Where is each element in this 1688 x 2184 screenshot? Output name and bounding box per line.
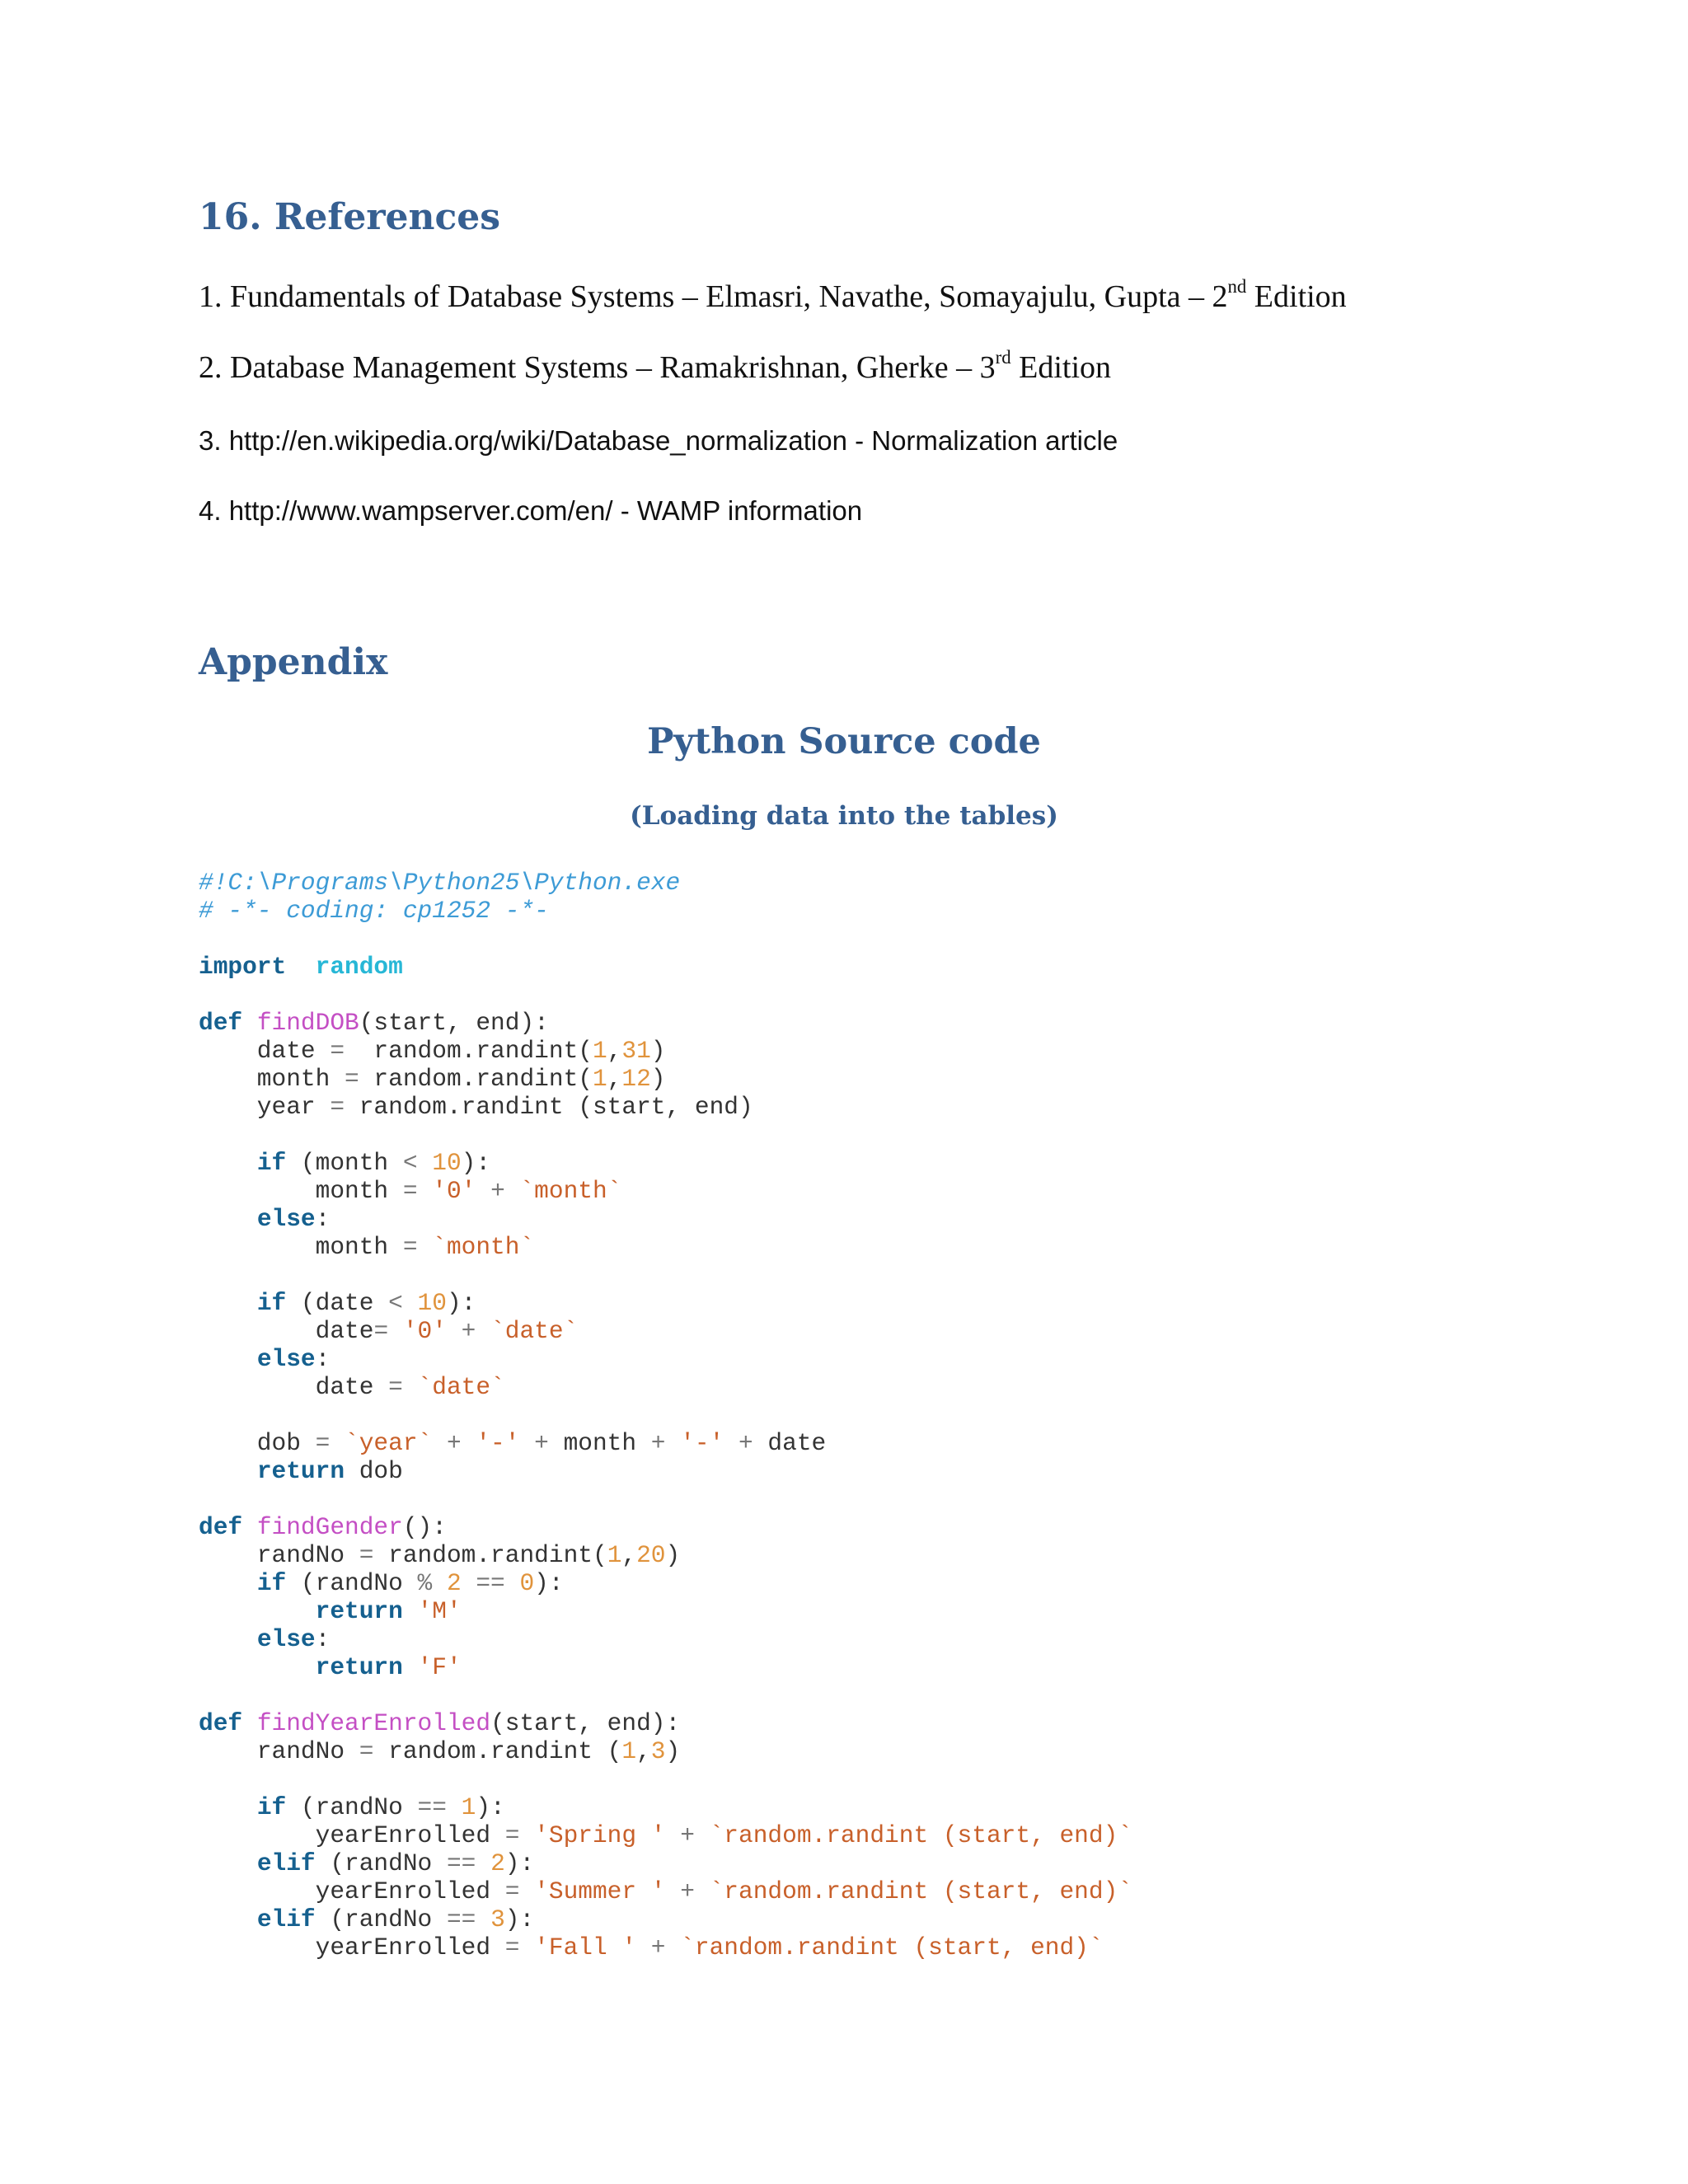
code-token-operator: < bbox=[388, 1289, 403, 1317]
code-token-operator: = bbox=[402, 1177, 418, 1205]
reference-1-suffix: Edition bbox=[1246, 279, 1347, 314]
code-line bbox=[199, 1401, 1132, 1429]
code-token-code-text bbox=[199, 1849, 257, 1877]
code-token-code-text: (randNo bbox=[315, 1849, 447, 1877]
code-token-code-text: , bbox=[607, 1065, 622, 1093]
code-token-keyword: else bbox=[256, 1205, 316, 1233]
code-token-operator: = bbox=[402, 1233, 418, 1261]
code-line bbox=[199, 1149, 1132, 1177]
code-token-string: `year` bbox=[345, 1429, 433, 1457]
code-token-code-text bbox=[666, 1933, 681, 1961]
code-token-code-text: ): bbox=[504, 1905, 535, 1933]
reference-item-2 bbox=[199, 346, 1112, 386]
code-token-code-text bbox=[476, 1317, 490, 1345]
code-token-code-text: , bbox=[621, 1541, 637, 1569]
code-token-keyword: else bbox=[256, 1345, 316, 1373]
code-token-number: 1 bbox=[607, 1541, 622, 1569]
code-line bbox=[199, 1905, 1132, 1933]
code-line bbox=[199, 1233, 1132, 1261]
code-token-number: 3 bbox=[650, 1737, 666, 1765]
code-line bbox=[199, 1205, 1132, 1233]
code-token-string: 'Spring ' bbox=[534, 1821, 666, 1849]
code-token-number: 1 bbox=[461, 1793, 476, 1821]
code-token-operator: = bbox=[504, 1933, 520, 1961]
code-token-code-text bbox=[695, 1821, 710, 1849]
code-line bbox=[199, 1317, 1132, 1345]
code-line bbox=[199, 1009, 1132, 1037]
code-token-code-text bbox=[199, 1289, 257, 1317]
code-token-comment: # -*- coding: cp1252 -*- bbox=[199, 897, 549, 925]
code-token-code-text bbox=[330, 1429, 345, 1457]
code-token-keyword: return bbox=[315, 1597, 403, 1625]
code-token-string: `date` bbox=[490, 1317, 579, 1345]
code-token-code-text: randNo bbox=[199, 1737, 359, 1765]
code-token-code-text: date bbox=[199, 1037, 331, 1065]
code-token-operator: = bbox=[504, 1821, 520, 1849]
code-line bbox=[199, 1709, 1132, 1737]
code-line bbox=[199, 1261, 1132, 1289]
reference-2-suffix: Edition bbox=[1010, 350, 1112, 385]
code-token-number: 31 bbox=[621, 1037, 651, 1065]
code-line bbox=[199, 981, 1132, 1009]
code-line bbox=[199, 925, 1132, 953]
code-line bbox=[199, 1681, 1132, 1709]
code-line bbox=[199, 1345, 1132, 1373]
code-token-code-text: : bbox=[315, 1205, 331, 1233]
code-token-string: `date` bbox=[417, 1373, 505, 1401]
code-token-operator: == bbox=[476, 1569, 505, 1597]
code-token-operator: + bbox=[738, 1429, 753, 1457]
code-line bbox=[199, 1037, 1132, 1065]
code-token-code-text: (date bbox=[286, 1289, 389, 1317]
code-token-code-text bbox=[199, 1793, 257, 1821]
code-line bbox=[199, 1065, 1132, 1093]
code-token-number: 1 bbox=[592, 1065, 607, 1093]
code-line bbox=[199, 1877, 1132, 1905]
code-token-code-text bbox=[403, 1653, 418, 1681]
code-token-operator: + bbox=[446, 1429, 462, 1457]
code-token-code-text: month bbox=[548, 1429, 651, 1457]
code-token-code-text bbox=[199, 1625, 257, 1653]
code-token-number: 2 bbox=[446, 1569, 462, 1597]
code-token-code-text bbox=[418, 1177, 433, 1205]
code-token-code-text bbox=[462, 1429, 476, 1457]
code-token-code-text: month bbox=[199, 1233, 403, 1261]
reference-item-3: 3. http://en.wikipedia.org/wiki/Database_normalization - Normalization article bbox=[199, 425, 1118, 456]
code-token-keyword: import bbox=[199, 953, 287, 981]
code-token-operator: = bbox=[345, 1065, 359, 1093]
reference-1-text: 1. Fundamentals of Database Systems – Elmasri, Navathe, Somayajulu, Gupta – 2 bbox=[199, 279, 1228, 314]
code-token-string: `month` bbox=[432, 1233, 535, 1261]
code-token-operator: + bbox=[650, 1429, 666, 1457]
code-token-string: 'M' bbox=[417, 1597, 462, 1625]
code-token-code-text: year bbox=[199, 1093, 331, 1121]
code-token-code-text bbox=[242, 1513, 257, 1541]
code-token-code-text bbox=[418, 1149, 433, 1177]
code-token-code-text bbox=[199, 1345, 257, 1373]
code-token-code-text: ) bbox=[665, 1737, 681, 1765]
code-token-code-text bbox=[199, 1149, 257, 1177]
appendix-title: Python Source code bbox=[647, 721, 1041, 762]
code-token-code-text: ) bbox=[650, 1037, 666, 1065]
code-line bbox=[199, 1093, 1132, 1121]
code-token-operator: + bbox=[461, 1317, 476, 1345]
code-line bbox=[199, 1569, 1132, 1597]
code-token-code-text bbox=[199, 1905, 257, 1933]
code-token-code-text: ) bbox=[665, 1541, 681, 1569]
code-token-code-text: (randNo bbox=[286, 1569, 418, 1597]
code-line bbox=[199, 869, 1132, 897]
code-line bbox=[199, 1793, 1132, 1821]
code-line bbox=[199, 1373, 1132, 1401]
code-token-operator: + bbox=[534, 1429, 549, 1457]
code-token-string: `month` bbox=[519, 1177, 622, 1205]
code-token-operator: + bbox=[680, 1821, 695, 1849]
code-token-number: 1 bbox=[621, 1737, 637, 1765]
code-token-operator: = bbox=[330, 1037, 345, 1065]
code-token-code-text: , bbox=[607, 1037, 622, 1065]
code-token-code-text: ): bbox=[461, 1149, 491, 1177]
code-line bbox=[199, 1289, 1132, 1317]
code-token-code-text bbox=[199, 1205, 257, 1233]
code-token-number: 1 bbox=[592, 1037, 607, 1065]
code-line bbox=[199, 1429, 1132, 1457]
code-token-code-text: random.randint( bbox=[359, 1065, 593, 1093]
code-token-string: `random.randint (start, end)` bbox=[709, 1821, 1132, 1849]
appendix-heading: Appendix bbox=[199, 641, 388, 683]
code-token-operator: = bbox=[315, 1429, 331, 1457]
code-token-operator: + bbox=[650, 1933, 666, 1961]
code-token-code-text bbox=[403, 1289, 418, 1317]
code-token-number: 3 bbox=[490, 1905, 505, 1933]
code-token-code-text bbox=[519, 1821, 534, 1849]
code-token-operator: = bbox=[504, 1877, 520, 1905]
code-token-code-text: : bbox=[315, 1345, 331, 1373]
code-token-code-text bbox=[505, 1177, 520, 1205]
code-token-string: '-' bbox=[680, 1429, 724, 1457]
code-token-keyword: elif bbox=[256, 1905, 316, 1933]
code-token-code-text: (start, end): bbox=[490, 1709, 681, 1737]
code-line bbox=[199, 1765, 1132, 1793]
code-token-string: 'Fall ' bbox=[534, 1933, 637, 1961]
code-token-code-text: (randNo bbox=[315, 1905, 447, 1933]
code-token-code-text bbox=[403, 1373, 418, 1401]
code-token-string: 'Summer ' bbox=[534, 1877, 666, 1905]
code-token-code-text: ): bbox=[476, 1793, 505, 1821]
code-token-code-text: dob bbox=[199, 1429, 316, 1457]
code-token-operator: == bbox=[446, 1905, 476, 1933]
code-token-keyword: if bbox=[256, 1793, 287, 1821]
code-token-operator: + bbox=[680, 1877, 695, 1905]
code-token-code-text: random.randint( bbox=[345, 1037, 593, 1065]
code-token-code-text bbox=[199, 1653, 316, 1681]
code-token-keyword: def bbox=[199, 1709, 243, 1737]
reference-item-4: 4. http://www.wampserver.com/en/ - WAMP information bbox=[199, 495, 863, 526]
code-token-code-text bbox=[388, 1317, 403, 1345]
code-token-operator: = bbox=[330, 1093, 345, 1121]
code-token-code-text bbox=[432, 1569, 447, 1597]
code-token-code-text: date bbox=[753, 1429, 827, 1457]
code-line bbox=[199, 1933, 1132, 1961]
code-token-code-text: randNo bbox=[199, 1541, 359, 1569]
code-token-string: `random.randint (start, end)` bbox=[709, 1877, 1132, 1905]
code-token-keyword: if bbox=[256, 1289, 287, 1317]
code-token-code-text bbox=[286, 953, 315, 981]
code-token-code-text bbox=[242, 1009, 257, 1037]
code-token-code-text: month bbox=[199, 1065, 345, 1093]
code-line bbox=[199, 1653, 1132, 1681]
code-token-code-text: ) bbox=[650, 1065, 666, 1093]
code-token-code-text bbox=[242, 1709, 257, 1737]
code-token-code-text bbox=[476, 1905, 490, 1933]
code-token-comment: #!C:\Programs\Python25\Python.exe bbox=[199, 869, 681, 897]
code-token-operator: == bbox=[417, 1793, 447, 1821]
code-token-code-text bbox=[505, 1569, 520, 1597]
code-token-code-text bbox=[476, 1849, 490, 1877]
code-token-code-text bbox=[636, 1933, 651, 1961]
code-token-code-text: (): bbox=[402, 1513, 447, 1541]
code-line bbox=[199, 1485, 1132, 1513]
code-token-code-text: month bbox=[199, 1177, 403, 1205]
code-token-code-text bbox=[666, 1821, 681, 1849]
code-line bbox=[199, 1737, 1132, 1765]
code-token-keyword: elif bbox=[256, 1849, 316, 1877]
code-token-string: `random.randint (start, end)` bbox=[680, 1933, 1104, 1961]
code-token-number: 2 bbox=[490, 1849, 505, 1877]
code-token-code-text: , bbox=[636, 1737, 651, 1765]
code-token-module: random bbox=[315, 953, 403, 981]
code-token-code-text bbox=[476, 1177, 490, 1205]
code-token-code-text: dob bbox=[345, 1457, 403, 1485]
code-line bbox=[199, 1821, 1132, 1849]
code-token-code-text bbox=[695, 1877, 710, 1905]
code-token-code-text bbox=[724, 1429, 738, 1457]
code-line bbox=[199, 953, 1132, 981]
code-token-code-text: ): bbox=[446, 1289, 476, 1317]
code-token-code-text: random.randint( bbox=[373, 1541, 607, 1569]
code-token-operator: = bbox=[359, 1737, 374, 1765]
code-token-operator: = bbox=[388, 1373, 403, 1401]
code-line bbox=[199, 1597, 1132, 1625]
code-token-function-name: findDOB bbox=[256, 1009, 359, 1037]
code-token-operator: = bbox=[373, 1317, 389, 1345]
code-token-string: '0' bbox=[432, 1177, 476, 1205]
code-line bbox=[199, 1177, 1132, 1205]
code-token-keyword: if bbox=[256, 1149, 287, 1177]
appendix-subtitle: (Loading data into the tables) bbox=[630, 801, 1058, 831]
code-token-keyword: return bbox=[256, 1457, 345, 1485]
code-line bbox=[199, 897, 1132, 925]
code-token-code-text bbox=[199, 1457, 257, 1485]
code-token-code-text bbox=[403, 1597, 418, 1625]
code-token-code-text: (month bbox=[286, 1149, 403, 1177]
code-token-code-text: (randNo bbox=[286, 1793, 418, 1821]
code-token-code-text: ): bbox=[534, 1569, 564, 1597]
code-token-function-name: findYearEnrolled bbox=[256, 1709, 491, 1737]
code-token-code-text: random.randint (start, end) bbox=[345, 1093, 753, 1121]
reference-2-sup: rd bbox=[995, 346, 1011, 368]
code-token-code-text bbox=[519, 1933, 534, 1961]
code-token-code-text bbox=[199, 1569, 257, 1597]
code-line bbox=[199, 1849, 1132, 1877]
code-token-code-text bbox=[666, 1877, 681, 1905]
reference-2-text: 2. Database Management Systems – Ramakrishnan, Gherke – 3 bbox=[199, 350, 996, 385]
code-line bbox=[199, 1625, 1132, 1653]
code-token-code-text: date bbox=[199, 1317, 374, 1345]
code-token-number: 10 bbox=[432, 1149, 462, 1177]
code-token-number: 20 bbox=[636, 1541, 666, 1569]
code-token-code-text: : bbox=[315, 1625, 331, 1653]
reference-1-sup: nd bbox=[1227, 275, 1247, 297]
code-token-function-name: findGender bbox=[256, 1513, 403, 1541]
code-token-code-text bbox=[199, 1597, 316, 1625]
references-heading: 16. References bbox=[199, 196, 501, 238]
code-token-keyword: else bbox=[256, 1625, 316, 1653]
code-token-code-text: random.randint ( bbox=[373, 1737, 622, 1765]
python-code-block bbox=[199, 869, 1132, 1961]
code-token-string: '-' bbox=[476, 1429, 520, 1457]
code-token-code-text: yearEnrolled bbox=[199, 1821, 505, 1849]
code-token-operator: + bbox=[490, 1177, 505, 1205]
code-token-string: 'F' bbox=[417, 1653, 462, 1681]
code-token-code-text bbox=[447, 1317, 462, 1345]
code-line bbox=[199, 1121, 1132, 1149]
code-token-code-text bbox=[462, 1569, 476, 1597]
code-token-code-text: ): bbox=[504, 1849, 535, 1877]
reference-item-1 bbox=[199, 275, 1347, 315]
code-line bbox=[199, 1513, 1132, 1541]
code-line bbox=[199, 1541, 1132, 1569]
code-token-code-text: date bbox=[199, 1373, 389, 1401]
code-token-operator: = bbox=[359, 1541, 374, 1569]
code-token-code-text bbox=[447, 1793, 462, 1821]
code-token-code-text: yearEnrolled bbox=[199, 1877, 505, 1905]
code-token-code-text bbox=[519, 1877, 534, 1905]
code-token-code-text bbox=[666, 1429, 681, 1457]
code-token-string: '0' bbox=[402, 1317, 447, 1345]
code-token-code-text bbox=[418, 1233, 433, 1261]
code-line bbox=[199, 1457, 1132, 1485]
code-token-operator: % bbox=[417, 1569, 433, 1597]
code-token-keyword: if bbox=[256, 1569, 287, 1597]
code-token-number: 10 bbox=[417, 1289, 447, 1317]
code-token-keyword: def bbox=[199, 1513, 243, 1541]
code-token-code-text: yearEnrolled bbox=[199, 1933, 505, 1961]
code-token-code-text bbox=[432, 1429, 447, 1457]
code-token-code-text: (start, end): bbox=[359, 1009, 549, 1037]
code-token-operator: < bbox=[402, 1149, 418, 1177]
code-token-number: 0 bbox=[519, 1569, 535, 1597]
code-token-number: 12 bbox=[621, 1065, 651, 1093]
code-token-operator: == bbox=[446, 1849, 476, 1877]
code-token-keyword: def bbox=[199, 1009, 243, 1037]
code-token-keyword: return bbox=[315, 1653, 403, 1681]
code-token-code-text bbox=[519, 1429, 534, 1457]
